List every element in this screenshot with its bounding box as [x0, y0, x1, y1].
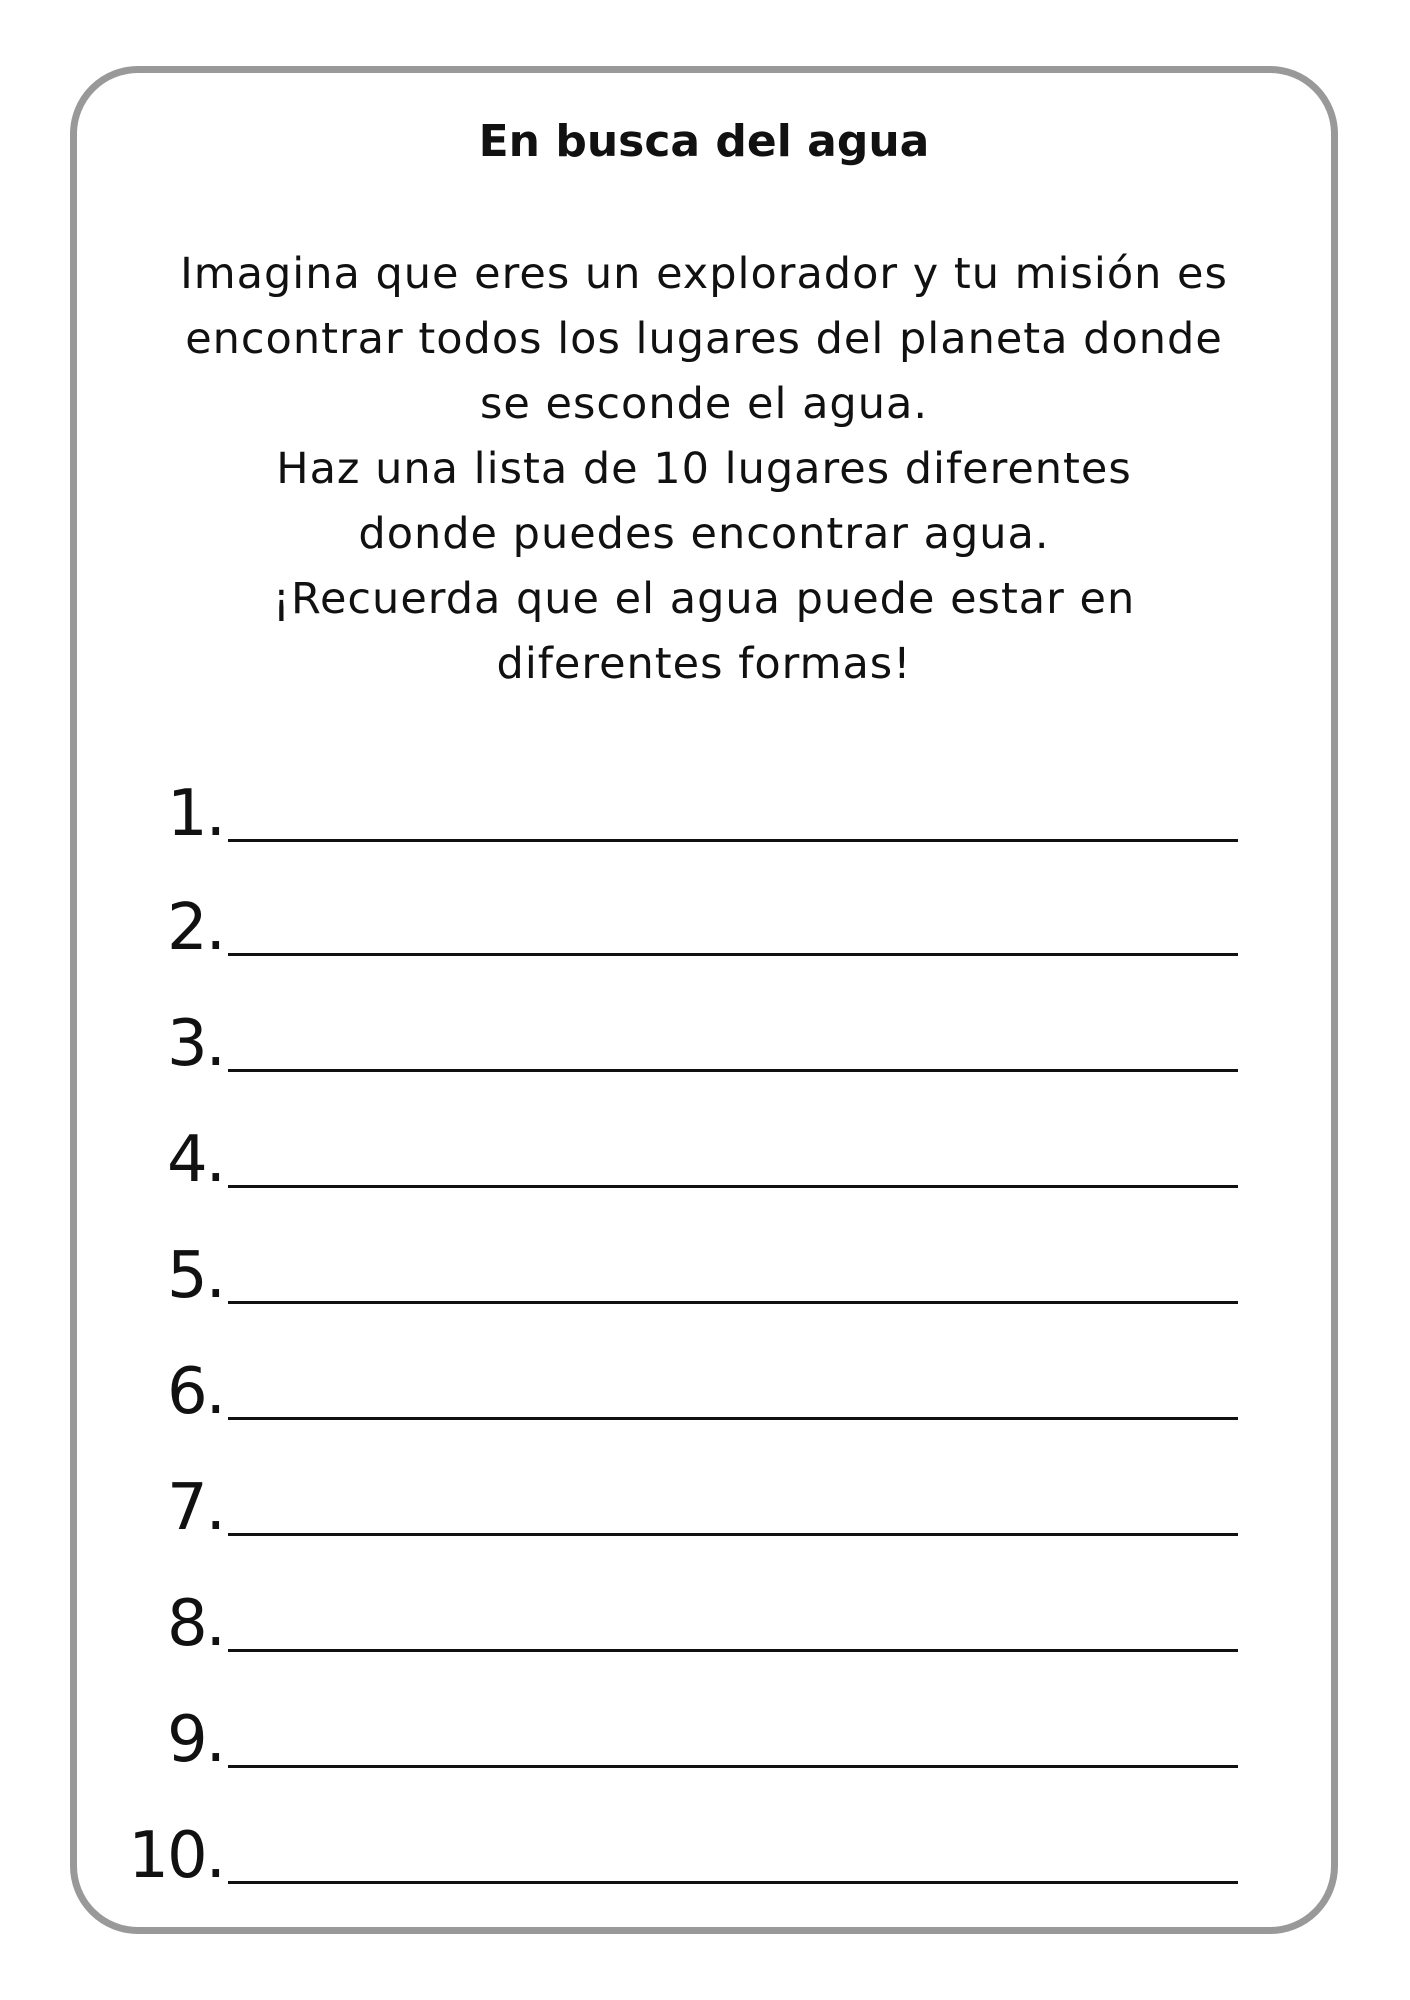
answer-number: 2. [166, 891, 224, 965]
answer-row-7[interactable] [0, 1466, 1410, 1546]
answer-row-3[interactable] [0, 1002, 1410, 1082]
answer-number: 4. [166, 1123, 224, 1197]
answer-row-4[interactable] [0, 1118, 1410, 1198]
instruction-line: donde puedes encontrar agua. [358, 509, 1050, 559]
answer-number: 5. [166, 1239, 224, 1313]
answer-blank-line[interactable] [228, 1417, 1238, 1420]
answer-number: 1. [166, 777, 224, 851]
answer-row-6[interactable] [0, 1350, 1410, 1430]
instruction-line: Haz una lista de 10 lugares diferentes [276, 444, 1132, 494]
answer-number: 10. [128, 1819, 224, 1893]
answer-number: 8. [166, 1587, 224, 1661]
instruction-line: Imagina que eres un explorador y tu misión es [180, 249, 1228, 299]
answer-number: 9. [166, 1703, 224, 1777]
answer-row-9[interactable] [0, 1698, 1410, 1778]
answer-row-2[interactable] [0, 886, 1410, 966]
answer-number: 7. [166, 1471, 224, 1545]
answer-blank-line[interactable] [228, 953, 1238, 956]
answer-blank-line[interactable] [228, 839, 1238, 842]
answer-blank-line[interactable] [228, 1765, 1238, 1768]
answer-blank-line[interactable] [228, 1881, 1238, 1884]
instruction-line: encontrar todos los lugares del planeta donde [185, 314, 1223, 364]
answer-blank-line[interactable] [228, 1533, 1238, 1536]
answer-blank-line[interactable] [228, 1185, 1238, 1188]
answer-blank-line[interactable] [228, 1069, 1238, 1072]
answer-row-1[interactable] [0, 772, 1410, 852]
answer-number: 6. [166, 1355, 224, 1429]
answer-row-10[interactable] [0, 1814, 1410, 1894]
answer-row-5[interactable] [0, 1234, 1410, 1314]
instructions-paragraph [110, 242, 1298, 697]
answer-number: 3. [166, 1007, 224, 1081]
worksheet-title: En busca del agua [478, 116, 930, 167]
answer-row-8[interactable] [0, 1582, 1410, 1662]
answer-blank-line[interactable] [228, 1649, 1238, 1652]
instruction-line: ¡Recuerda que el agua puede estar en [272, 574, 1136, 624]
answer-blank-line[interactable] [228, 1301, 1238, 1304]
instruction-line: se esconde el agua. [480, 379, 928, 429]
instruction-line: diferentes formas! [496, 639, 912, 689]
